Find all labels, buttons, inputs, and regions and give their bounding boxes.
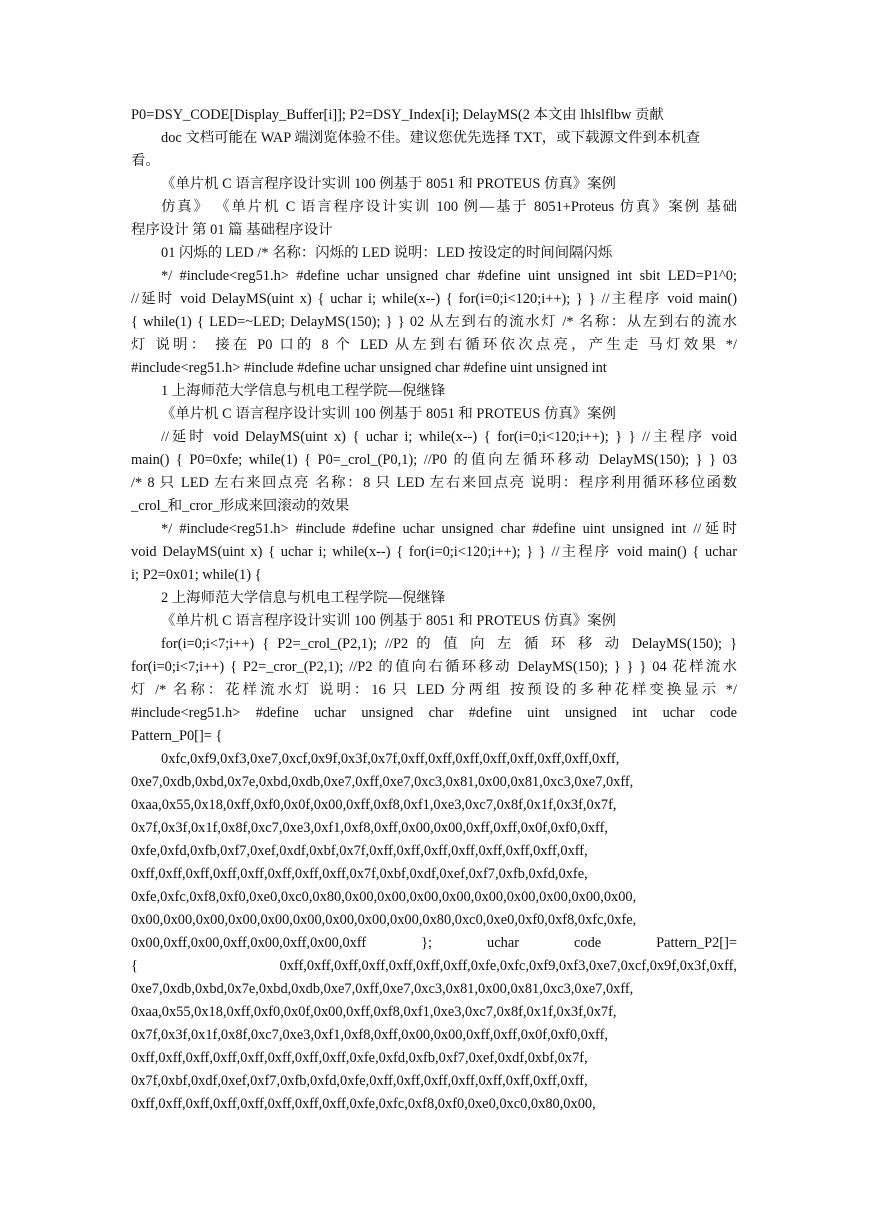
text-line: doc 文档可能在 WAP 端浏览体验不佳。建议您优先选择 TXT，或下载源文件到本机查	[161, 130, 701, 146]
text-line: i; P2=0x01; while(1) {	[131, 567, 262, 583]
text-line: 仿真》 《单片机 C 语言程序设计实训 100 例—基于 8051+Proteus 仿真》案例 基础	[161, 199, 737, 215]
text-line: /* 8 只 LED 左右来回点亮 名称：8 只 LED 左右来回点亮 说明：程序利用循环移位函数	[131, 475, 737, 491]
text-line: main() { P0=0xfe; while(1) { P0=_crol_(P0,1); //P0 的值向左循环移动 DelayMS(150); } } 03	[131, 452, 737, 468]
text-line: for(i=0;i<7;i++) { P2=_crol_(P2,1); //P2 的 值 向 左 循 环 移 动 DelayMS(150); }	[161, 636, 737, 652]
code-line: 0xe7,0xdb,0xbd,0x7e,0xbd,0xdb,0xe7,0xff,0xe7,0xc3,0x81,0x00,0x81,0xc3,0xe7,0xff,	[131, 774, 634, 790]
text-line: for(i=0;i<7;i++) { P2=_cror_(P2,1); //P2 的值向右循环移动 DelayMS(150); } } } 04 花样流水	[131, 659, 737, 675]
text-line: #include<reg51.h> #include #define uchar unsigned char #define uint unsigned int	[131, 360, 607, 376]
code-line: 0xfe,0xfd,0xfb,0xf7,0xef,0xdf,0xbf,0x7f,0xff,0xff,0xff,0xff,0xff,0xff,0xff,0xff,	[131, 843, 588, 859]
text-line: 灯 说明： 接在 P0 口的 8 个 LED 从左到右循环依次点亮，产生走 马灯效果 */	[131, 337, 737, 353]
page-footer: 2 上海师范大学信息与机电工程学院—倪继锋	[161, 590, 446, 606]
text-line: 看。	[131, 153, 160, 169]
code-line: 0xaa,0x55,0x18,0xff,0xf0,0x0f,0x00,0xff,0xf8,0xf1,0xe3,0xc7,0x8f,0x1f,0x3f,0x7f,	[131, 797, 617, 813]
text-line: 《单片机 C 语言程序设计实训 100 例基于 8051 和 PROTEUS 仿真》案例	[161, 176, 616, 192]
code-line: 0x00,0x00,0x00,0x00,0x00,0x00,0x00,0x00,0x00,0x80,0xc0,0xe0,0xf0,0xf8,0xfc,0xfe,	[131, 912, 637, 928]
code-line: 0xfc,0xf9,0xf3,0xe7,0xcf,0x9f,0x3f,0x7f,0xff,0xff,0xff,0xff,0xff,0xff,0xff,0xff,	[161, 751, 620, 767]
page-header: 《单片机 C 语言程序设计实训 100 例基于 8051 和 PROTEUS 仿真》案例	[161, 406, 616, 422]
code-line: 0xff,0xff,0xff,0xff,0xff,0xff,0xff,0xff,0x7f,0xbf,0xdf,0xef,0xf7,0xfb,0xfd,0xfe,	[131, 866, 588, 882]
text-line: Pattern_P0[]= {	[131, 728, 223, 744]
code-line: 0x7f,0x3f,0x1f,0x8f,0xc7,0xe3,0xf1,0xf8,0xff,0x00,0x00,0xff,0xff,0x0f,0xf0,0xff,	[131, 1027, 608, 1043]
code-line: 0xaa,0x55,0x18,0xff,0xf0,0x0f,0x00,0xff,0xf8,0xf1,0xe3,0xc7,0x8f,0x1f,0x3f,0x7f,	[131, 1004, 617, 1020]
code-line: 0xe7,0xdb,0xbd,0x7e,0xbd,0xdb,0xe7,0xff,0xe7,0xc3,0x81,0x00,0x81,0xc3,0xe7,0xff,	[131, 981, 634, 997]
text-line: { while(1) { LED=~LED; DelayMS(150); } } 02 从左到右的流水灯 /* 名称：从左到右的流水	[131, 314, 737, 330]
page-footer: 1 上海师范大学信息与机电工程学院—倪继锋	[161, 383, 446, 399]
text-line: void DelayMS(uint x) { uchar i; while(x--) { for(i=0;i<120;i++); } } //主程序 void main() { uchar	[131, 544, 737, 560]
code-line: 0x00,0xff,0x00,0xff,0x00,0xff,0x00,0xff }; uchar code Pattern_P2[]=	[131, 935, 737, 951]
text-line: */ #include<reg51.h> #define uchar unsigned char #define uint unsigned int sbit LED=P1^0;	[161, 268, 737, 284]
code-line: { 0xff,0xff,0xff,0xff,0xff,0xff,0xff,0xfe,0xfc,0xf9,0xf3,0xe7,0xcf,0x9f,0x3f,0xff,	[131, 958, 737, 974]
code-line: 0xfe,0xfc,0xf8,0xf0,0xe0,0xc0,0x80,0x00,0x00,0x00,0x00,0x00,0x00,0x00,0x00,0x00,	[131, 889, 637, 905]
code-line: 0xff,0xff,0xff,0xff,0xff,0xff,0xff,0xff,0xfe,0xfc,0xf8,0xf0,0xe0,0xc0,0x80,0x00,	[131, 1096, 596, 1112]
text-line: //延时 void DelayMS(uint x) { uchar i; while(x--) { for(i=0;i<120;i++); } } //主程序 void main()	[131, 291, 737, 307]
text-line: _crol_和_cror_形成来回滚动的效果	[131, 498, 350, 514]
text-line: */ #include<reg51.h> #include #define uchar unsigned char #define uint unsigned int //延时	[161, 521, 737, 537]
page-header: 《单片机 C 语言程序设计实训 100 例基于 8051 和 PROTEUS 仿真》案例	[161, 613, 616, 629]
text-line: //延时 void DelayMS(uint x) { uchar i; while(x--) { for(i=0;i<120;i++); } } //主程序 void	[161, 429, 737, 445]
code-line: 0xff,0xff,0xff,0xff,0xff,0xff,0xff,0xff,0xfe,0xfd,0xfb,0xf7,0xef,0xdf,0xbf,0x7f,	[131, 1050, 588, 1066]
text-line: #include<reg51.h> #define uchar unsigned char #define uint unsigned int uchar code	[131, 705, 737, 721]
text-line: 灯 /* 名称：花样流水灯 说明：16 只 LED 分两组 按预设的多种花样变换显示 */	[131, 682, 737, 698]
code-line: 0x7f,0x3f,0x1f,0x8f,0xc7,0xe3,0xf1,0xf8,0xff,0x00,0x00,0xff,0xff,0x0f,0xf0,0xff,	[131, 820, 608, 836]
code-line: 0x7f,0xbf,0xdf,0xef,0xf7,0xfb,0xfd,0xfe,0xff,0xff,0xff,0xff,0xff,0xff,0xff,0xff,	[131, 1073, 588, 1089]
text-line: P0=DSY_CODE[Display_Buffer[i]]; P2=DSY_Index[i]; DelayMS(2 本文由 lhlslflbw 贡献	[131, 107, 664, 123]
text-line: 01 闪烁的 LED /* 名称：闪烁的 LED 说明：LED 按设定的时间间隔闪烁	[161, 245, 613, 261]
text-line: 程序设计 第 01 篇 基础程序设计	[131, 222, 333, 238]
